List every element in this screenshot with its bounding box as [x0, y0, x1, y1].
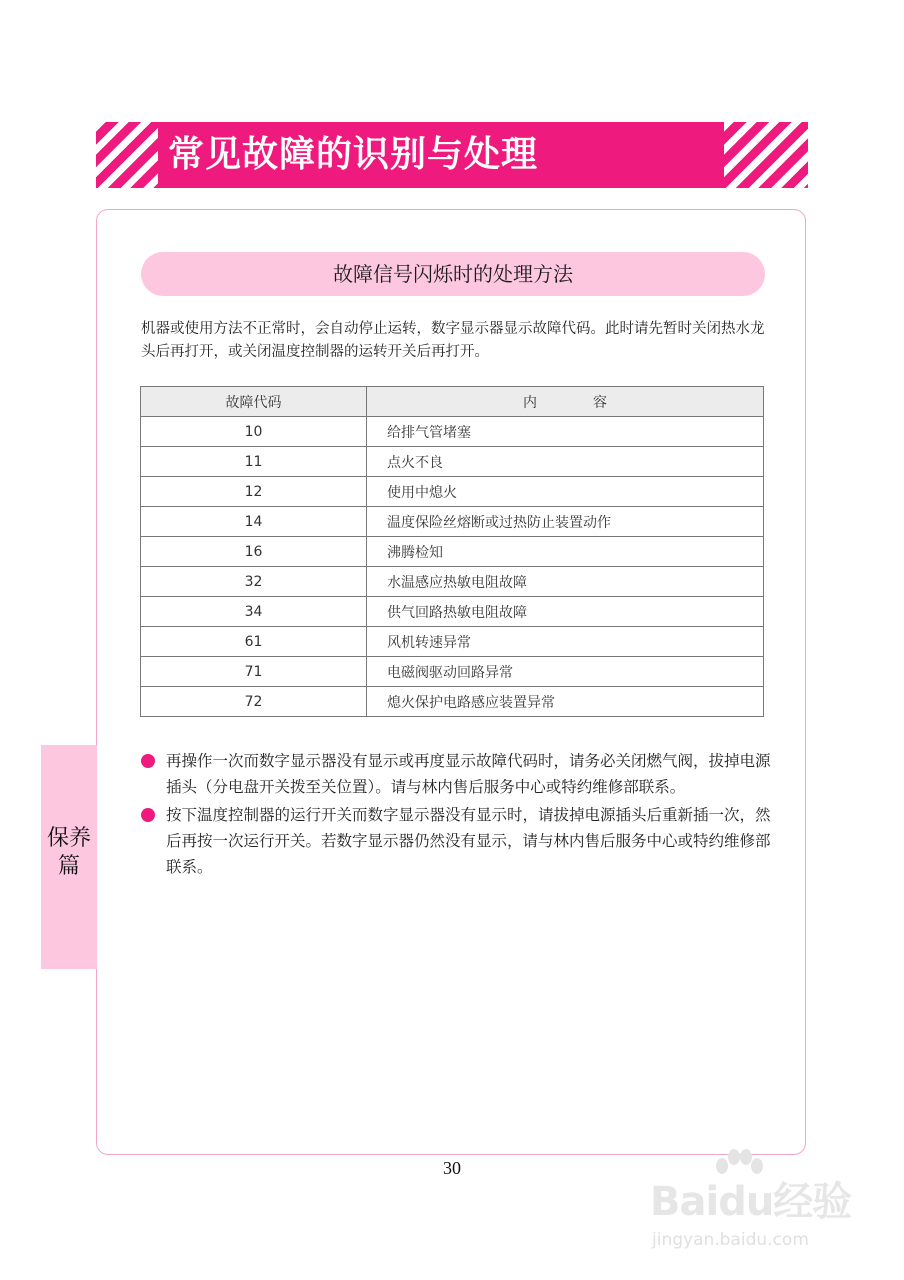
fault-code: 72: [141, 687, 367, 717]
fault-description: 供气回路热敏电阻故障: [367, 597, 764, 627]
table-row: [141, 507, 764, 537]
header-content: 内 容: [367, 387, 764, 417]
fault-description: 水温感应热敏电阻故障: [367, 567, 764, 597]
watermark-logo: Baidu经验: [650, 1179, 852, 1225]
title-banner: [96, 122, 808, 188]
note-item: [141, 802, 771, 880]
table-row: [141, 537, 764, 567]
page-title: 常见故障的识别与处理: [168, 134, 539, 175]
fault-code: 11: [141, 447, 367, 477]
header-code: 故障代码: [141, 387, 367, 417]
banner-stripes-left: [96, 122, 158, 188]
fault-description: 熄火保护电路感应装置异常: [367, 687, 764, 717]
fault-description: 给排气管堵塞: [367, 417, 764, 447]
fault-description: 风机转速异常: [367, 627, 764, 657]
table-row: [141, 447, 764, 477]
fault-description: 沸腾检知: [367, 537, 764, 567]
watermark: [640, 1148, 860, 1268]
notes-list: [141, 748, 771, 882]
fault-code: 61: [141, 627, 367, 657]
fault-code: 32: [141, 567, 367, 597]
fault-description: 温度保险丝熔断或过热防止装置动作: [367, 507, 764, 537]
fault-code: 12: [141, 477, 367, 507]
fault-code: 34: [141, 597, 367, 627]
watermark-url: jingyan.baidu.com: [652, 1230, 809, 1250]
table-row: [141, 627, 764, 657]
fault-code: 14: [141, 507, 367, 537]
bullet-dot-icon: [141, 754, 155, 768]
page-number: 30: [443, 1158, 461, 1178]
table-row: [141, 597, 764, 627]
fault-description: 电磁阀驱动回路异常: [367, 657, 764, 687]
table-row: [141, 477, 764, 507]
table-header-row: [141, 387, 764, 417]
table-row: [141, 687, 764, 717]
banner-stripes-right: [724, 122, 808, 188]
fault-description: 点火不良: [367, 447, 764, 477]
table-row: [141, 567, 764, 597]
fault-code: 16: [141, 537, 367, 567]
fault-code-table: [140, 386, 764, 717]
note-text: 按下温度控制器的运行开关而数字显示器没有显示时，请拔掉电源插头后重新插一次，然后再按一次运行开关。若数字显示器仍然没有显示，请与林内售后服务中心或特约维修部联系。: [166, 806, 771, 876]
side-tab-label: 保养篇: [46, 826, 91, 879]
fault-code: 71: [141, 657, 367, 687]
intro-paragraph: 机器或使用方法不正常时，会自动停止运转，数字显示器显示故障代码。此时请先暂时关闭热水龙头后再打开，或关闭温度控制器的运转开关后再打开。: [141, 321, 765, 360]
table-row: [141, 657, 764, 687]
fault-description: 使用中熄火: [367, 477, 764, 507]
fault-code: 10: [141, 417, 367, 447]
bullet-dot-icon: [141, 808, 155, 822]
section-heading: 故障信号闪烁时的处理方法: [141, 252, 765, 296]
note-text: 再操作一次而数字显示器没有显示或再度显示故障代码时，请务必关闭燃气阀，拔掉电源插头（分电盘开关拨至关位置）。请与林内售后服务中心或特约维修部联系。: [166, 752, 771, 796]
side-tab: [41, 745, 97, 969]
table-row: [141, 417, 764, 447]
note-item: [141, 748, 771, 800]
